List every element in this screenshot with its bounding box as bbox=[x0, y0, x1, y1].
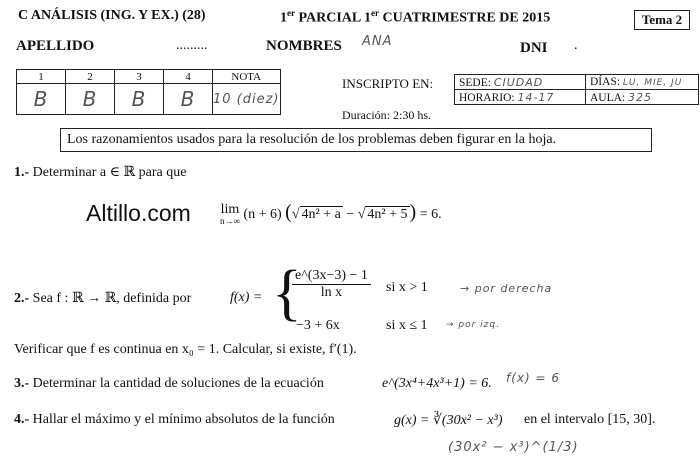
problem-3-equation: e^(3x⁴+4x³+1) = 6. bbox=[382, 376, 492, 391]
case-1-numerator: e^(3x−3) − 1 bbox=[292, 268, 371, 285]
piecewise-lhs: f(x) = bbox=[230, 290, 263, 305]
problem-2-text: Sea f : ℝ → ℝ, definida por bbox=[32, 291, 192, 306]
horario-cell bbox=[455, 90, 586, 105]
dni-field[interactable]: . bbox=[574, 38, 578, 53]
nombres-label: NOMBRES bbox=[266, 38, 342, 54]
case-2-condition: si x ≤ 1 bbox=[386, 318, 428, 333]
problem-3-note: f(x) = 6 bbox=[506, 371, 561, 385]
dni-label: DNI bbox=[520, 40, 548, 56]
aula-cell bbox=[586, 90, 699, 105]
problem-4-statement bbox=[14, 412, 335, 428]
sede-cell bbox=[455, 75, 586, 90]
grade-header: 4 bbox=[164, 70, 213, 84]
problem-1-statement bbox=[14, 164, 186, 181]
aula-value[interactable]: 325 bbox=[628, 90, 653, 104]
watermark-logo: Altillo.com bbox=[86, 200, 191, 226]
case-1-denominator: ln x bbox=[320, 285, 343, 300]
limit-subscript: n→∞ bbox=[220, 215, 240, 226]
grade-header: NOTA bbox=[213, 70, 281, 84]
problem-1-number: 1.- bbox=[14, 165, 30, 180]
apellido-label: APELLIDO bbox=[16, 38, 95, 54]
dias-value[interactable]: LU, MIE, JU bbox=[622, 78, 683, 88]
problem-3-statement bbox=[14, 376, 324, 392]
problem-4-function: g(x) = ∛(30x² − x³) bbox=[394, 413, 503, 428]
problem-2-statement bbox=[14, 290, 191, 307]
sqrt-term-2: 4n² + 5 bbox=[367, 207, 408, 222]
problem-4-number: 4.- bbox=[14, 412, 30, 427]
problem-3-number: 3.- bbox=[14, 376, 30, 391]
dias-label: DÍAS: bbox=[590, 76, 621, 88]
enrollment-table bbox=[454, 74, 699, 105]
problem-1-formula: lim n→∞ (n + 6) (√ 4n² + a − √ 4n² + 5 ) = 6. bbox=[220, 201, 442, 226]
apellido-field[interactable]: ......... bbox=[176, 38, 208, 53]
case-1-fraction bbox=[292, 268, 371, 301]
grade-header: 3 bbox=[115, 70, 164, 84]
limit-result: = 6. bbox=[419, 207, 442, 222]
problem-1-text: Determinar a ∈ ℝ para que bbox=[32, 165, 187, 180]
case-2-expression: −3 + 6x bbox=[296, 318, 340, 333]
grade-value[interactable]: B bbox=[164, 84, 213, 115]
problem-2-number: 2.- bbox=[14, 291, 30, 306]
grades-value-row bbox=[17, 84, 281, 115]
horario-label: HORARIO: bbox=[459, 91, 515, 104]
grades-table bbox=[16, 69, 281, 115]
limit-symbol: lim bbox=[220, 201, 240, 217]
notice-box: Los razonamientos usados para la resolución de los problemas deben figurar en la hoja. bbox=[60, 128, 652, 152]
grade-value[interactable]: B bbox=[115, 84, 164, 115]
grade-value[interactable]: B bbox=[17, 84, 66, 115]
case-1-note: → por derecha bbox=[460, 282, 553, 295]
case-1-condition: si x > 1 bbox=[386, 280, 428, 295]
limit-factor: (n + 6) bbox=[243, 207, 282, 222]
tema-badge: Tema 2 bbox=[634, 10, 690, 30]
grade-header: 1 bbox=[17, 70, 66, 84]
piecewise-brace: { bbox=[272, 259, 302, 327]
inscripto-label: INSCRIPTO EN: bbox=[342, 76, 434, 91]
sede-value[interactable]: CIUDAD bbox=[493, 75, 544, 89]
exam-title: 1er PARCIAL 1er CUATRIMESTRE DE 2015 bbox=[280, 8, 551, 26]
duracion-label: Duración: 2:30 hs. bbox=[342, 108, 431, 122]
piecewise-case-1 bbox=[292, 268, 371, 301]
horario-value[interactable]: 14-17 bbox=[517, 90, 555, 104]
case-2-note: → por izq. bbox=[446, 320, 500, 330]
grades-header-row bbox=[17, 70, 281, 84]
course-title: C ANÁLISIS (ING. Y EX.) (28) bbox=[18, 8, 206, 23]
aula-label: AULA: bbox=[590, 91, 626, 104]
sqrt-term-1: 4n² + a bbox=[301, 207, 341, 222]
problem-4-interval: en el intervalo [15, 30]. bbox=[524, 412, 656, 427]
problem-2-verify: Verificar que f es continua en x₀ = 1. Calcular, si existe, f′(1). bbox=[14, 342, 357, 357]
nombres-field[interactable]: ANA bbox=[362, 34, 393, 49]
problem-4-text: Hallar el máximo y el mínimo absolutos de la función bbox=[32, 412, 335, 427]
problem-3-text: Determinar la cantidad de soluciones de la ecuación bbox=[32, 376, 324, 391]
grade-nota-value[interactable]: 10 (diez) bbox=[213, 84, 281, 115]
grade-value[interactable]: B bbox=[66, 84, 115, 115]
grade-header: 2 bbox=[66, 70, 115, 84]
sede-label: SEDE: bbox=[459, 76, 491, 89]
dias-cell bbox=[586, 75, 699, 90]
problem-4-note: (30x² − x³)^(1/3) bbox=[448, 440, 579, 455]
